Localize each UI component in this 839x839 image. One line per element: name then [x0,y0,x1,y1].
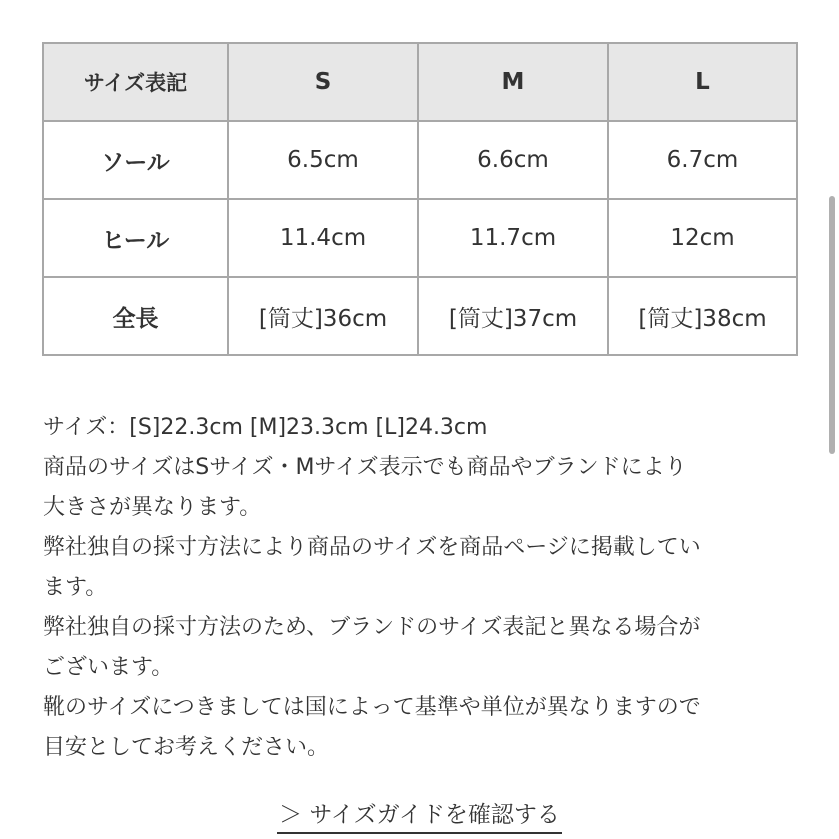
row-label-total-length: 全長 [43,277,228,355]
note-line: 商品のサイズはSサイズ・Mサイズ表示でも商品やブランドにより [43,455,687,480]
size-table [42,42,798,356]
note-line: サイズ：[S]22.3cm [M]23.3cm [L]24.3cm [43,415,488,440]
note-line: 大きさが異なります。 [43,495,262,520]
header-size-label: サイズ表記 [43,43,228,121]
table-cell: [筒丈]36cm [228,277,418,355]
row-label-sole: ソール [43,121,228,199]
row-label-heel: ヒール [43,199,228,277]
table-cell: 11.4cm [228,199,418,277]
note-line: 弊社独自の採寸方法により商品のサイズを商品ページに掲載してい [43,535,701,560]
header-size-s: S [228,43,418,121]
table-row [43,277,797,355]
scrollbar-thumb[interactable] [829,196,835,454]
table-cell: 12cm [608,199,797,277]
table-cell: [筒丈]37cm [418,277,608,355]
size-guide-link-container [0,800,839,834]
note-line: ございます。 [43,655,174,680]
size-notes [43,408,803,768]
header-size-l: L [608,43,797,121]
note-line: 弊社独自の採寸方法のため、ブランドのサイズ表記と異なる場合が [43,615,701,640]
note-line: 靴のサイズにつきましては国によって基準や単位が異なりますので [43,695,701,720]
table-row [43,121,797,199]
note-line: ます。 [43,575,108,600]
table-header-row [43,43,797,121]
table-cell: 6.6cm [418,121,608,199]
header-size-m: M [418,43,608,121]
table-cell: 6.7cm [608,121,797,199]
note-line: 目安としてお考えください。 [43,735,330,760]
table-cell: [筒丈]38cm [608,277,797,355]
table-cell: 6.5cm [228,121,418,199]
table-cell: 11.7cm [418,199,608,277]
size-guide-link[interactable]: ＞ サイズガイドを確認する [277,800,562,834]
table-row [43,199,797,277]
